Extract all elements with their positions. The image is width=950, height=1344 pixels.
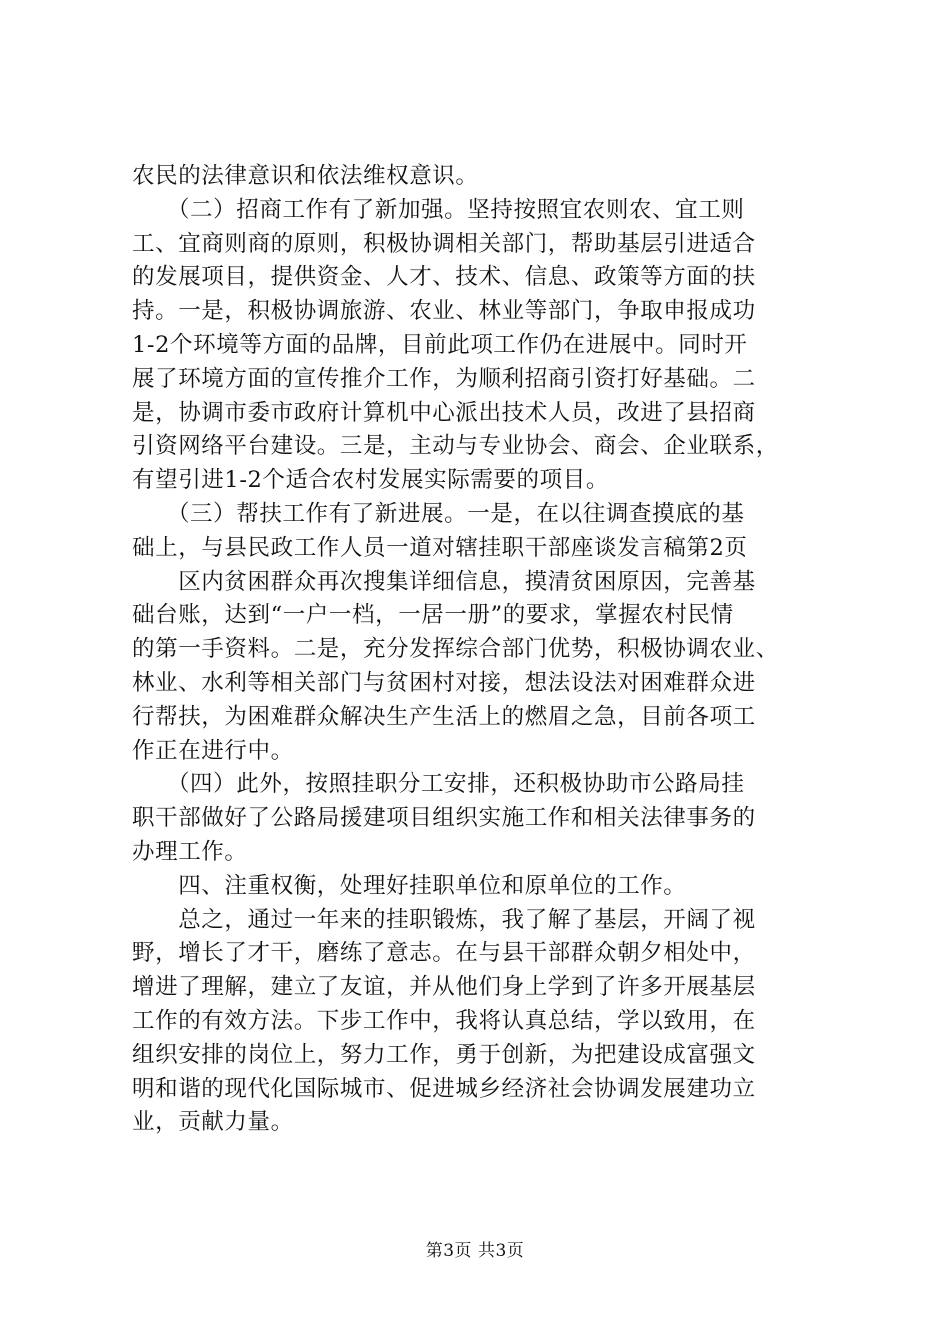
text-line: 林业、水利等相关部门与贫困村对接，想法设法对困难群众进 xyxy=(132,669,756,696)
text-line: 行帮扶，为困难群众解决生产生活上的燃眉之急，目前各项工 xyxy=(132,703,756,730)
text-line: 的发展项目，提供资金、人才、技术、信息、政策等方面的扶 xyxy=(132,264,756,291)
text-line: （三）帮扶工作有了新进展。一是，在以往调查摸底的基 xyxy=(132,500,745,527)
text-line: （四）此外，按照挂职分工安排，还积极协助市公路局挂 xyxy=(132,771,745,798)
text-line: 有望引进1-2个适合农村发展实际需要的项目。 xyxy=(132,467,609,494)
page-footer: 第3页 共3页 xyxy=(425,1241,525,1261)
text-line: 办理工作。 xyxy=(132,838,248,865)
text-line: 野，增长了才干，磨练了意志。在与县干部群众朝夕相处中， xyxy=(132,940,756,967)
text-line: 工作的有效方法。下步工作中，我将认真总结，学以致用，在 xyxy=(132,1007,756,1034)
text-line: 是，协调市委市政府计算机中心派出技术人员，改进了县招商 xyxy=(132,399,756,426)
text-line: 的第一手资料。二是，充分发挥综合部门优势，积极协调农业、 xyxy=(132,636,779,663)
text-line: 四、注重权衡，处理好挂职单位和原单位的工作。 xyxy=(132,872,687,899)
text-line: 组织安排的岗位上，努力工作，勇于创新，为把建设成富强文 xyxy=(132,1041,756,1068)
text-line: 础台账，达到“一户一档，一居一册”的要求，掌握农村民情 xyxy=(132,602,734,629)
text-line: 总之，通过一年来的挂职锻炼，我了解了基层，开阔了视 xyxy=(132,906,756,933)
text-line: 职干部做好了公路局援建项目组织实施工作和相关法律事务的 xyxy=(132,805,756,832)
text-line: 明和谐的现代化国际城市、促进城乡经济社会协调发展建功立 xyxy=(132,1075,756,1102)
text-line: （二）招商工作有了新加强。坚持按照宜农则农、宜工则 xyxy=(132,196,745,223)
text-line: 展了环境方面的宣传推介工作，为顺利招商引资打好基础。二 xyxy=(132,365,756,392)
text-line: 增进了理解，建立了友谊，并从他们身上学到了许多开展基层 xyxy=(132,974,756,1001)
text-line: 农民的法律意识和依法维权意识。 xyxy=(132,163,479,189)
text-line: 1-2个环境等方面的品牌，目前此项工作仍在进展中。同时开 xyxy=(132,331,748,358)
text-line: 作正在进行中。 xyxy=(132,737,294,764)
text-line: 引资网络平台建设。三是，主动与专业协会、商会、企业联系， xyxy=(132,433,779,460)
text-line: 持。一是，积极协调旅游、农业、林业等部门，争取申报成功 xyxy=(132,298,756,325)
text-line: 工、宜商则商的原则，积极协调相关部门，帮助基层引进适合 xyxy=(132,230,756,257)
text-line: 础上，与县民政工作人员一道对辖挂职干部座谈发言稿第2页 xyxy=(132,534,748,561)
text-line: 区内贫困群众再次搜集详细信息，摸清贫困原因，完善基 xyxy=(132,568,756,595)
text-line: 业，贡献力量。 xyxy=(132,1109,294,1136)
body-text xyxy=(132,160,832,1140)
